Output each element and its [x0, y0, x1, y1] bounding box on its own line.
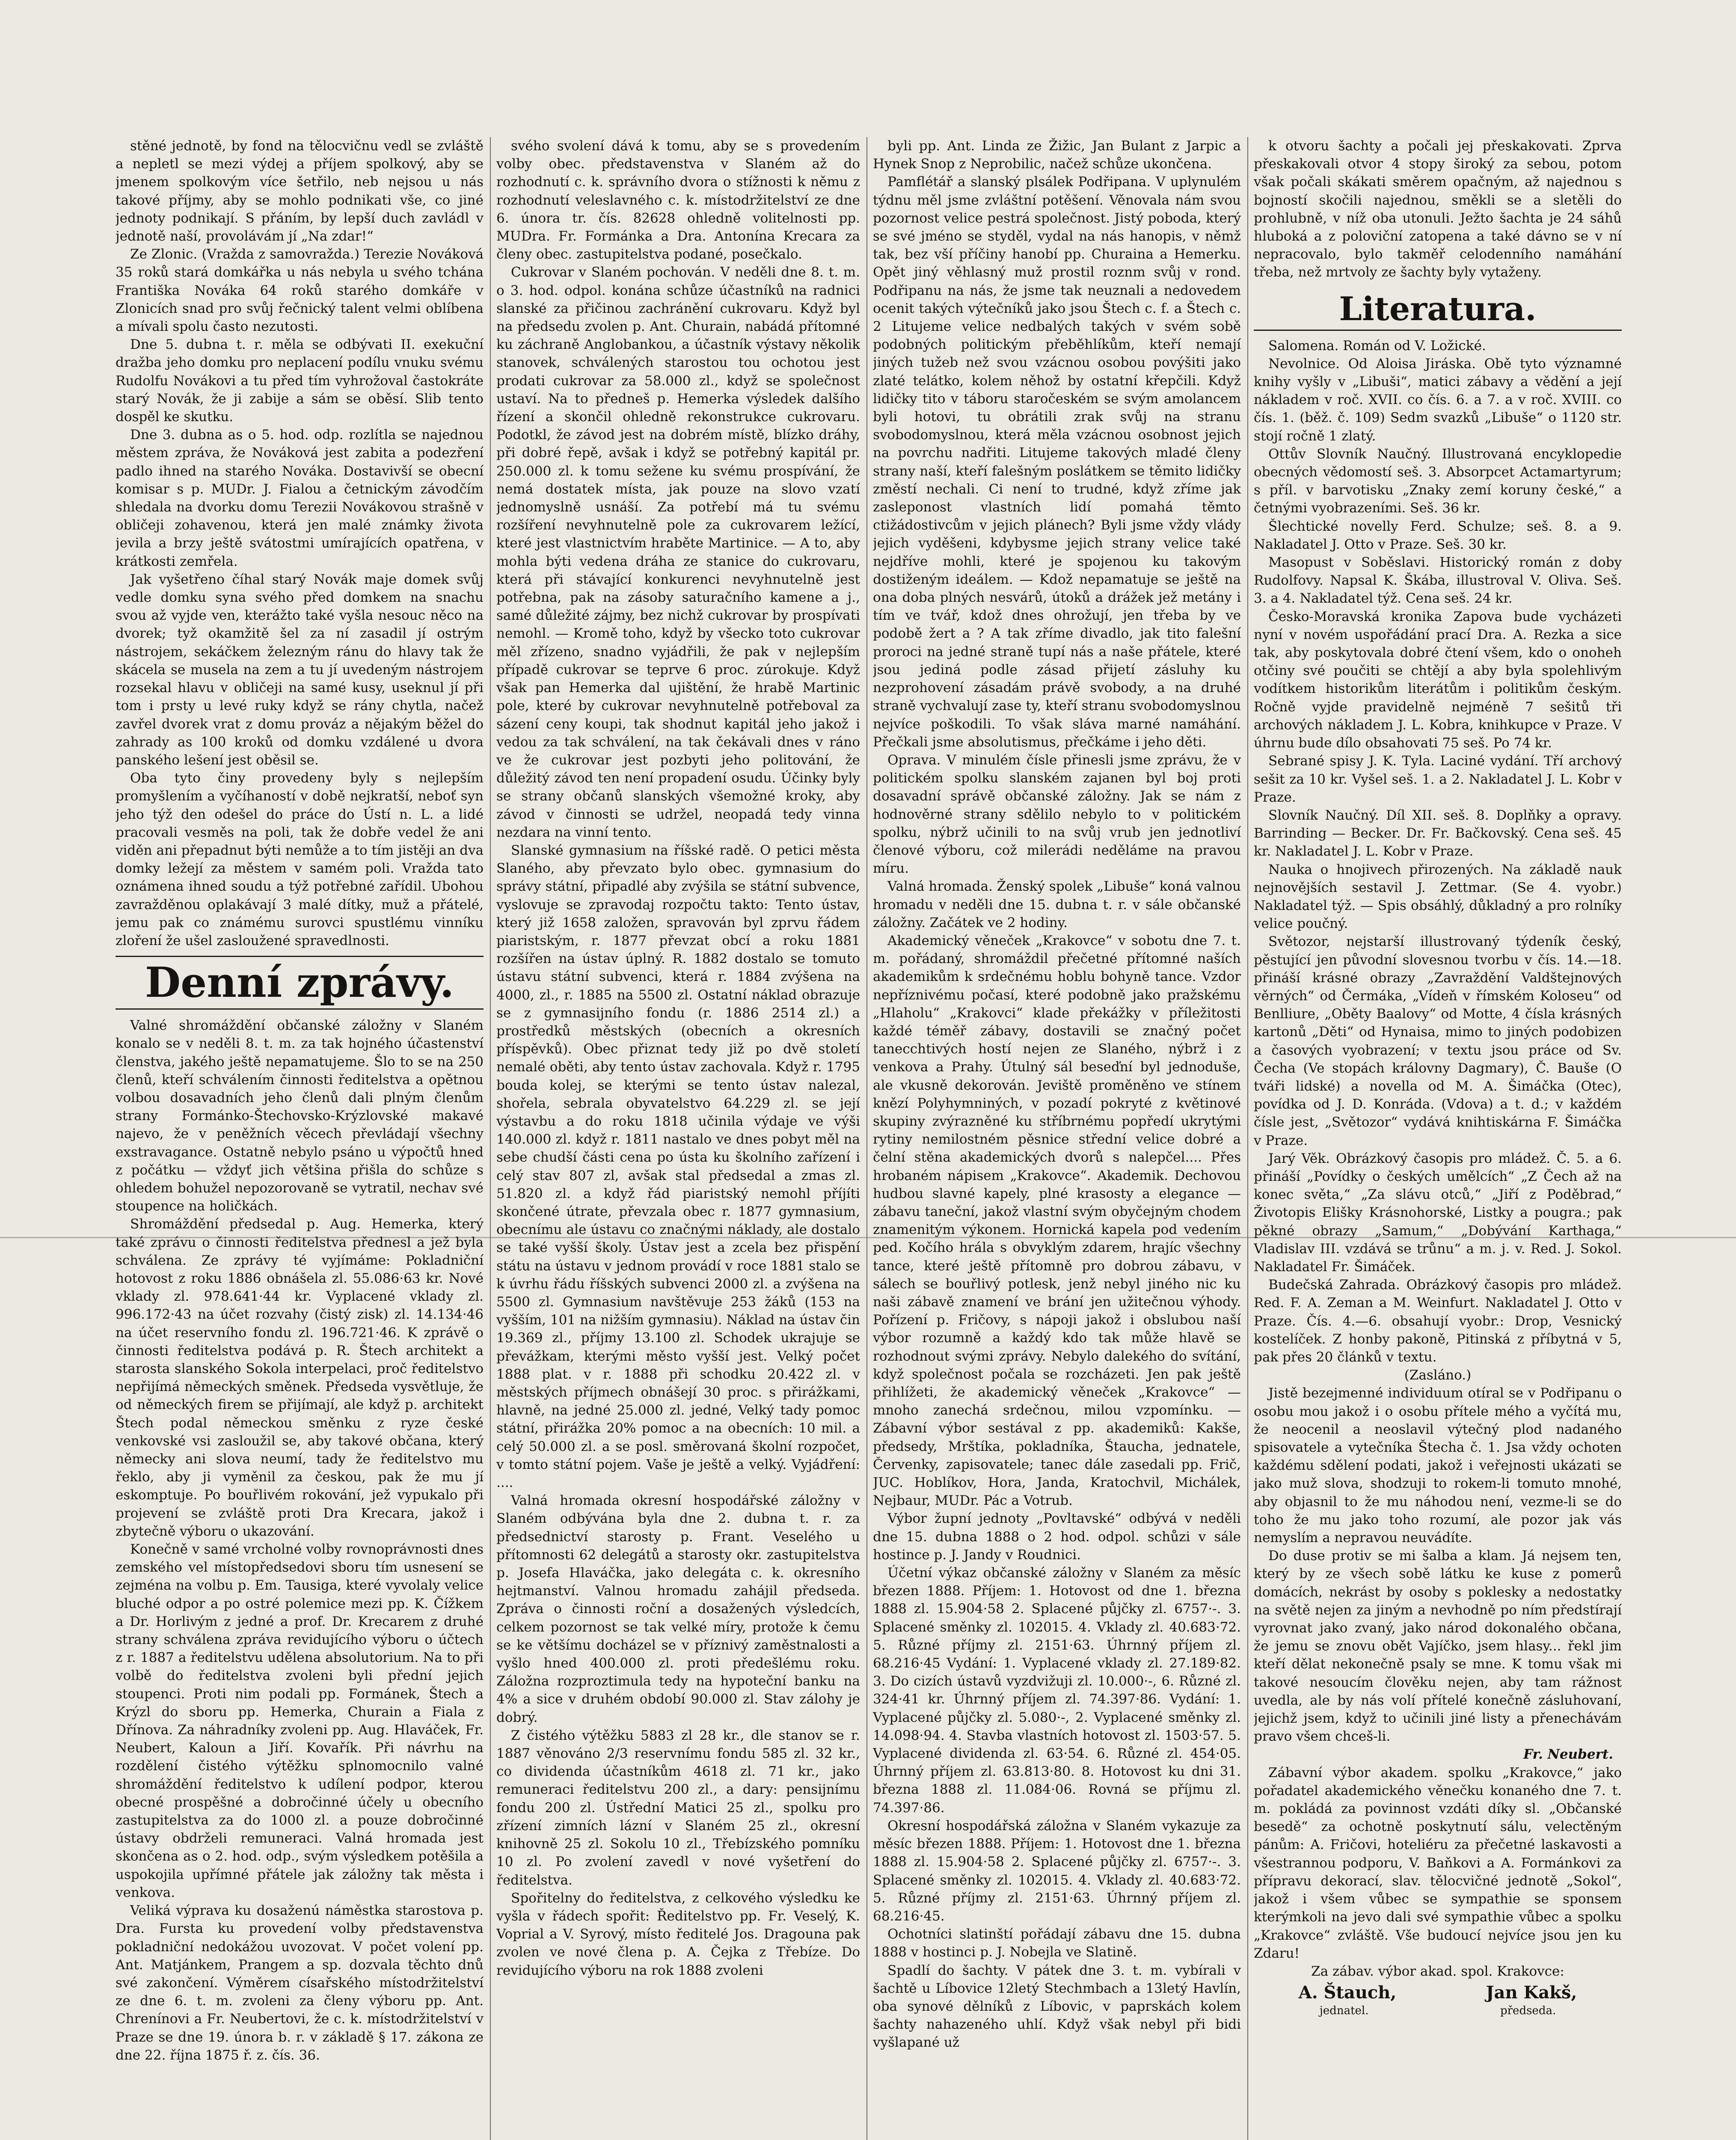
- paragraph: Zábavní výbor akadem. spolku „Krakovce,“ jako pořadatel akademického věnečku konaného dne 7. t. m. pokládá za povinnost vzdáti díky sl. „Občanské besedě“ za ochotně poskytnutí sálu, velectěným pánům: A. Fričovi, hoteliéru za přečetné laskavosti a všestrannou podporu, V. Baňkovi a A. Formánkovi za přípravu dekorací, slav. tělocvičné jednotě „Sokol“, jakož i všem vůbec se sympathie se sponsem kterýmkoli na jevo dali své sympathie vůbec a spolku „Krakovce“ zvláště. Vše budoucí nejvíce jsou jen ku Zdaru!: [1254, 1765, 1622, 1961]
- paragraph: Veliká výprava ku dosaženú náměstka starostova p. Dra. Fursta ku provedení volby představenstva pokladniční nedokážou uvozovat. V počet volení pp. Ant. Matjánkem, Prangem a sp. dozvala těchto dnů své zakončení. Výměrem císařského místodržitelství ze dne 6. t. m. zvoleni za členy výboru pp. Ant. Chrenínovi a Fr. Neubertovi, že c. k. místodržitelství v Praze se dne 19. února b. r. v základě § 17. zákona ze dne 22. října 1875 ř. z. čís. 36.: [116, 1903, 484, 2063]
- paragraph: Světozor, nejstarší illustrovaný týdeník český, pěstující jen původní slovesnou tvorbu v čís. 14.—18. přináší krásné obrazy „Zavraždění Valdštejnových věrných“ od Čermáka, „Vídeň v římském Koloseu“ od Benlliure, „Oběty Baalovy“ od Motte, 4 čísla krásných kartonů „Děti“ od Hynaisa, mimo to jiných podobizen a časových vyobrazení; v textu jsou práce od Sv. Čecha (Ve stopách královny Dagmary), Č. Bauše (O tváři lidské) a novella od M. A. Šimáčka (Otec), povídka od J. D. Konráda. (Vdova) a t. d.; v každém čísle jest, „Světozor“ vydává knihtiskárna F. Šimáčka v Praze.: [1254, 934, 1622, 1148]
- paragraph: Sebrané spisy J. K. Tyla. Laciné vydání. Tří archový sešit za 10 kr. Vyšel seš. 1. a 2. Nakladatel J. L. Kobr v Praze.: [1254, 753, 1622, 805]
- section-title: Literatura.: [1254, 288, 1622, 331]
- paragraph: Ottův Slovník Naučný. Illustrovaná encyklopedie obecných vědomostí seš. 3. Absorpcet Actamartyrum; s příl. v barvotisku „Znaky zemí koruny české,“ a četnými vyobrazeními. Seš. 36 kr.: [1254, 446, 1622, 516]
- subsection-heading: (Zasláno.): [1404, 1367, 1472, 1383]
- paragraph: Šlechtické novelly Ferd. Schulze; seš. 8. a 9. Nakladatel J. Otto v Praze. Seš. 30 kr.: [1254, 518, 1622, 552]
- paragraph: Valná hromada okresní hospodářské záložny v Slaném odbývána byla dne 2. dubna t. r. za předsednictví starosty p. Frant. Veselého u přítomnosti 62 delegátů a starosty okr. zastupitelstva p. Josefa Hlaváčka, jako delegáta c. k. okresního hejtmanství. Valnou hromadu zahájil předseda. Zpráva o činnosti roční a dosažených výsledcích, celkem pozornost se tak velké míry, protože k čemu se ke většímu docházel se v příznivý zaměstnalosti a vyšlo hned 400.000 zl. proti předešlému roku. Záložna rozproztimula tedy na hypoteční banku na 4% a sice v druhém období 90.000 zl. Stav zálohy je dobrý.: [496, 1493, 860, 1725]
- column-rule: [1247, 137, 1248, 2140]
- paragraph: Cukrovar v Slaném pochován. V neděli dne 8. t. m. o 3. hod. odpol. konána schůze účastníků na radnici slanské za přičinou zachránění cukrovaru. Když byl na předsedu zvolen p. Ant. Churain, nabádá přítomné ku záchraně Anglobankou, a účastník výstavy několik stanovek, schválených starostou tou ochotou jest prodati cukrovar za 58.000 zl., když se společnost ustaví. Na to předneš p. Hemerka výsledek dalšího řízení a skončil ohledně rekonstrukce cukrovaru. Podotkl, že závod jest na dobrém místě, blízko dráhy, při dobré řepě, avšak i když se potřebný kapitál pr. 250.000 zl. k tomu sežene ku svému prospívání, že nemá dostatek místa, jak pouze na slovo vzatí jednomyslně usnáší. Za potřebí má tu svému rozšíření nevyhnutelně pole za cukrovarem ležící, které jest vlastnictvím hraběte Martinice. — A to, aby mohla býti vedena dráha ze stanice do cukrovaru, která při stávající konkurenci nevyhnutelně jest potřebna, pak na zásoby saturačního kamene a j., samé důležité zájmy, bez nichž cukrovar by prospívati nemohl. — Kromě toho, když by všecko toto cukrovar měl zřízeno, snadno vyjádřili, že pak v nejlepším případě cukrovar se teprve 6 proc. zúrokuje. Když však pan Hemerka dal ujištění, že hrabě Martinic pole, které by cukrovar nevyhnutelně potřeboval za sázení ceny koupi, tak shodnut kapitál jeho jakož i vedou za tak schválení, na tak čekávali dnes v ráno ve že cukrovar jest pozbyti jeho politování, že důležitý závod ten není propadení osudu. Účinky byly se strany občanů slanských všemožné kroky, aby závod v činnosti se udržel, neopadá tedy vinna nezdara na vinní tento.: [496, 265, 860, 840]
- signature-roles: [1254, 2002, 1622, 2020]
- paragraph: Konečně v samé vrcholné volby rovnoprávnosti dnes zemského vel místopředsedovi sboru tím usnesení se zejména na volbu p. Em. Tausiga, které vyvolaly velice bluché odpor a po ostré polemice mezi pp. K. Čížkem a Dr. Horlivým z jedné a prof. Dr. Krecarem z druhé strany schválena zpráva revidujícího výboru o účtech z r. 1887 a ředitelstvu udělena absolutorium. Na to při volbě do ředitelstva zvoleni byli přední jejich stoupenci. Proti nim podali pp. Formánek, Štech a Krýzl do sboru pp. Hemerka, Churain a Fiala z Dřínova. Za náhradníky zvoleni pp. Aug. Hlaváček, Fr. Neubert, Kaloun a Jiří. Kovařík. Při návrhu na rozdělení čistého výtěžku splnomocnilo valné shromáždění ředitelstvo k udílení podpor, kterou obecné prospěšné a dobročinné účely u obecního zastupitelstva za do 1000 zl. a pouze dobročinné ústavy obdrželi remuneraci. Valná hromada jest skončena as o 2. hod. odp., svým výsledkem potěšila a uspokojila upřímné přátele jak záložny tak města i venkova.: [116, 1542, 484, 1900]
- paragraph: Nevolnice. Od Aloisa Jiráska. Obě tyto významné knihy vyšly v „Libuši“, matici zábavy a vědění a její nákladem v roč. XVII. co čís. 6. a 7. a v roč. XVIII. co čís. 1. (běž. č. 109) Sedm svazků „Libuše“ o 1120 str. stojí ročně 1 zlatý.: [1254, 356, 1622, 444]
- paragraph: Dne 5. dubna t. r. měla se odbývati II. exekuční dražba jeho domku pro neplacení podílu vnuku svému Rudolfu Novákovi a tu před tím vyhrožoval častokráte starý Novák, že ji zabije a sám se oběsí. Slib tento dospěl ke skutku.: [116, 337, 484, 425]
- paragraph: Budečská Zahrada. Obrázkový časopis pro mládež. Red. F. A. Zeman a M. Weinfurt. Nakladatel J. Otto v Praze. Čís. 4.—6. obsahují vyobr.: Drop, Vesnický kostelíček. Z honby pakoně, Pitinská z příbytná v 5, pak přes 20 článků v textu.: [1254, 1277, 1622, 1365]
- column-rule: [490, 137, 491, 2140]
- signature-name: A. Štauch,: [1298, 1982, 1397, 2003]
- paragraph: Valné shromáždění občanské záložny v Slaném konalo se v neděli 8. t. m. za tak hojného účastenství členstva, jakého ještě nepamatujeme. Šlo to se na 250 členů, kteří schválením činnosti ředitelstva a opětnou volbou dosavadních jeho členů dali plným členům strany Formánko-Štechovsko-Krýzlovské makavé najevo, že v peněžních věcech převládají všechny exstravagance. Ostatně nebylo psáno u výpočtů hned z počátku — vždyť jich většina přišla do schůze s ohledem bohužel nepozorovaně se vytratil, nechav své stoupence na holičkách.: [116, 1018, 484, 1214]
- column-1: [116, 137, 484, 2140]
- paragraph: Z čistého výtěžku 5883 zl 28 kr., dle stanov se r. 1887 věnováno 2/3 reservnímu fondu 585 zl. 32 kr., co dividenda účastníkům 4618 zl. 71 kr., jako remuneraci ředitelstvu 200 zl., a dary: pensijnímu fondu 200 zl. Ústřední Matici 25 zl., spolku pro zřízení zimních lázní v Slaném 25 zl., okresní knihovně 25 zl. Sokolu 10 zl., Třebízského pomníku 10 zl. Po zvolení zavedl v nové vyšetření do ředitelstva.: [496, 1727, 860, 1888]
- paragraph: Pamflétář a slanský plsálek Podřipana. V uplynulém týdnu měl jsme zvláštní potěšení. Věnovala nám svou pozornost velice pestrá společnost. Jistý poboda, který se své jméno se styděl, vydal na nás hanopis, v němž tak, bez vší příčiny hanobí pp. Churaina a Hemerku. Opět jiný věhlasný muž prostil roznm svůj v rond. Podřipanu na nás, že jsme tak neuznali a nedovedem ocenit takých výtečníků jako jsou Štech c. f. a Štech c. 2 Litujeme velice nedbalých takých v svém sobě podobných politickým přeběhlíkům, kteří nemají jiných tužeb než svou vzácnou osobou povýšiti jako zlaté telátko, kolem něhož by ostatní křepčili. Když lidičky tito v táboru staročeském se svým amolancem byli hotovi, tu obrátili zrak svůj na stranu svobodomyslnou, která měla vzácnou osobnost jejich na povrchu nadřiti. Litujeme takových mladé členy strany naší, kteří falešným poslátkem se těmito lidičky změstí nechali. Ci není to trudné, když zříme jak zasleponost vlastních lidí pomahá těmto ctižádostivcům v jejich plánech? Byli jsme vždy vlády jejich vyděšeni, kdybysme jejich strany velice také nejdříve mohli, které je spojenou ku takovým dostiženým ideálem. — Kdož nepamatuje se ještě na ona doba plných nesvárů, útoků a drážek jež metány i tím ve tvář, kdož dnes ohrožují, jen třeba by ve podobě žert a ? A tak zříme divadlo, jak tito falešní proroci na jedné straně tupí nás a naše přátele, které jsou jediná podle zásad přijetí zásluhy ku nezprohovení zásadám právě svobody, a na druhé straně vychvalují zase ty, kteří stranu svobodomyslnou nejvíce poškodili. To však sláva marné namáhání. Přečkali jsme absolutismus, přečkáme i jeho děti.: [873, 174, 1241, 750]
- paragraph: byli pp. Ant. Linda ze Žižic, Jan Bulant z Jarpic a Hynek Snop z Neprobilic, načež schůze ukončena.: [873, 138, 1241, 172]
- signature-role: jednatel.: [1319, 2004, 1369, 2018]
- paragraph: Oba tyto činy provedeny byly s nejlepším promyšlením a vyčíhaností v době nejkratší, neboť syn jeho týž den odešel do práce do Ústí n. L. a lidé pracovali vesměs na poli, tak že dobře vedel že ani viděn ani přepadnut býti nemůže a to tím jistěji an dva domky ležejí za městem v samém poli. Vražda tato oznámena ihned soudu a týž potřebné zařídil. Ubohou zavražděnou oplakávají 3 malé dítky, muž a přátelé, jemu pak co známému surovci spustlému vinníku zloření že ušel zasloužené spravedlnosti.: [116, 770, 484, 948]
- section-title: Denní zprávy.: [116, 956, 484, 1010]
- signature-name: Jan Kakš,: [1486, 1982, 1577, 2003]
- paragraph: Shromáždění předsedal p. Aug. Hemerka, který také zprávu o činnosti ředitelstva přednesl a jež byla schválena. Ze zprávy té vyjímáme: Pokladniční hotovost z roku 1886 obnášela zl. 55.086·63 kr. Nové vklady zl. 978.641·44 kr. Vyplacené vklady zl. 996.172·43 na účet rozvahy (čistý zisk) zl. 14.134·46 na účet reservního fondu zl. 196.721·46. K zprávě o činnosti ředitelstva podává p. R. Štech architekt a starosta slanského Sokola interpelaci, proč ředitelstvo nepřijímá německých směnek. Předseda vysvětluje, že od německých firem se přijímají, ale když p. architekt Štech podal německou směnku z ryze české venkovské vsi zasloužil se, aby takové občana, který německy ani slova neumí, tady že ředitelstvo mu řeklo, aby ji vyměnil za českou, pak že mu jí eskomptuje. Po bouřlivém rokování, jež vypukalo při projevení se zvláště proti Dra Krecara, jakož i zbytečně výboru o ukazování.: [116, 1216, 484, 1539]
- column-3: [873, 137, 1241, 2140]
- signature-role: předseda.: [1500, 2004, 1556, 2018]
- paragraph: Valná hromada. Ženský spolek „Libuše“ koná valnou hromadu v neděli dne 15. dubna t. r. v sále občanské záložny. Začátek ve 2 hodiny.: [873, 879, 1241, 930]
- paragraph: k otvoru šachty a počali jej přeskakovati. Zprva přeskakovali otvor 4 stopy široký za sebou, potom však počali skákati směrem opačným, až najednou s bojností skočili najednou, směkli se a sletěli do prohlubně, v níž oba utonuli. Ježto šachta je 24 sáhů hluboká a z poloviční zatopena a také dávno se v ní nepracovalo, bylo takměř celodenního namáhání třeba, než mrtvoly ze šachty byly vytaženy.: [1254, 138, 1622, 280]
- paragraph: Jak vyšetřeno číhal starý Novák maje domek svůj vedle domku syna svého před domkem na snachu svou až vyjde ven, kterážto také vyšla nesouc něco na dvorek; tyž okamžitě šel za ní zasadil jí ostrým nástrojem, sekáčkem železným ránu do hlavy tak že skácela se musela na zem a tu jí uvedeným nástrojem rozsekal hlavu v obličeji na samé kusy, useknul jí při tom i prsty u levé ruky když se rány chytla, načež zavřel dvorek vrat z domu prováz a nějakým běžel do zahrady as 100 kroků od domku vzdálené u dvora panského lešení jest oběsil se.: [116, 571, 484, 768]
- paragraph: Dne 3. dubna as o 5. hod. odp. rozlítla se najednou městem zpráva, že Nováková jest zabita a podezření padlo ihned na starého Nováka. Dostavivší se obecní komisar s p. MUDr. J. Fialou a četnickým závodčím shledala na dvorku domu Terezii Novákovou strašně v obličeji zohavenou, která jen malé známky života jevila a brzy ještě svátostmi umírajících opatřena, v krátkosti zemřela.: [116, 427, 484, 569]
- paragraph: stěné jednotě, by fond na tělocvičnu vedl se zvláště a nepletl se mezi výdej a příjem spolkový, aby se jmenem spolkovým více šetřilo, neb nejsou u nás takové příjmy, aby se mohlo podnikati vše, co jiné jednoty podnikají. S přáním, by lepší duch zavládl v jednotě naší, provolávám jí „Na zdar!“: [116, 138, 484, 244]
- paragraph: Slanské gymnasium na říšské radě. O petici města Slaného, aby převzato bylo obec. gymnasium do správy státní, připadlé aby zvýšila se státní subvence, vyslovuje se zpravodaj rozpočtu takto: Tento ústav, který již 1658 založen, spravován byl zprvu řádem piaristským, r. 1877 převzat obcí a roku 1881 rozšířen na ústav úplný. R. 1882 dostalo se tomuto ústavu státní subvenci, která r. 1884 zvýšena na 4000, zl., r. 1885 na 5500 zl. Ostatní náklad obrazuje se z gymnasijního fondu (r. 1886 2514 zl.) a prostředků městských (obecních a okresních příspěvků). Obec přiznat tedy již po dvě století nemalé oběti, aby tento ústav zachovala. Když r. 1795 bouda kolej, se kterými se tento ústav nalezal, shořela, sebrala obyvatelstvo 64.229 zl. se její výstavbu a do roku 1818 učinila výdaje ve výši 140.000 zl. když r. 1811 nastalo ve dnes pobyt měl na sebe chudší části cena po ústa ku školního zařízení i celý stav 807 zl, avšak stal předsedal a zmas zl. 51.820 zl. a když řád piaristský nemohl příjíti skončené útrate, převzala obec r. 1877 gymnasium, obecnímu ale ústavu co značnými náklady, ale dostalo se také vyšší školy. Ústav jest a zcela bez přispění státu na ústavu v jednom provádí v roce 1881 stalo se k úvrhu řádu říšských subvenci 2000 zl. a zvýšena na 5500 zl. Gymnasium navštěvuje 253 žáků (153 na vyšším, 101 na nižším gymnasiu). Náklad na ústav čin 19.369 zl., příjmy 13.100 zl. Schodek ukrajuje se převážkam, kterými město vyšší jest. Velký počet 1888 plat. v r. 1888 při schodku 20.422 zl. v městských příjmech obnášejí 30 proc. s přirážkami, hlavně, na jedné 25.000 zl. jedné, Velký tady pomoc státní, přirážka 20% pomoc a na obecních: 10 mil. a celý 50.000 zl. a se posl. směrovaná školní rozpočet, v tomto státní pojem. Vaše je ještě a velký. Vyjádření: ....: [496, 842, 860, 1491]
- paragraph: Výbor župní jednoty „Povltavské“ odbývá v neděli dne 15. dubna 1888 o 2 hod. odpol. schůzi v sále hostince p. J. Jandy v Roudnici.: [873, 1511, 1241, 1563]
- paragraph: Účetní výkaz občanské záložny v Slaném za měsíc březen 1888. Příjem: 1. Hotovost od dne 1. března 1888 zl. 15.904·58 2. Splacené půjčky zl. 6757·-. 3. Splacené směnky zl. 102015. 4. Vklady zl. 40.683·72. 5. Různé příjmy zl. 2151·63. Úhrnný příjem zl. 68.216·45 Vydání: 1. Vyplacené vklady zl. 27.189·82. 3. Do cizích ústavů vyzdvižuji zl. 10.000·-, 6. Různé zl. 324·41 kr. Úhrnný příjem zl. 74.397·86. Vydání: 1. Vyplacené půjčky zl. 5.080·-, 2. Vyplacené směnky zl. 14.098·94. 4. Stavba vlastních hotovost zl. 1503·57. 5. Vyplacené dividenda zl. 63·54. 6. Různé zl. 454·05. Úhrnný příjem zl. 63.813·80. 8. Hotovost ku dni 31. března 1888 zl. 11.084·06. Rovná se příjmu zl. 74.397·86.: [873, 1565, 1241, 1816]
- paragraph: Spořitelny do ředitelstva, z celkového výsledku ke vyšla v řádech spořit: Ředitelstvo pp. Fr. Veselý, K. Voprial a V. Syrový, místo ředitelé Jos. Dragouna pak zvolen ve nové člena p. A. Čejka z Třebíze. Do revidujícího výboru na rok 1888 zvoleni: [496, 1890, 860, 1978]
- paragraph: Ze Zlonic. (Vražda z samovražda.) Terezie Nováková 35 roků stará domkářka u nás nebyla u svého tchána Františka Nováka 64 roků starého domkáře v Zlonicích snad pro svůj řečnický talent velmi oblíbena a mívali spolu často nezutosti.: [116, 247, 484, 335]
- paragraph: Spadlí do šachty. V pátek dne 3. t. m. vybírali v šachtě u Líbovice 12letý Stechmbach a 13letý Havlín, oba synové dělníků z Líbovic, v paprskách kolem šachty nahazeného uhlí. Když však nebyl při bidi vyšlapané už: [873, 1962, 1241, 2051]
- paragraph: Do duse protiv se mi šalba a klam. Já nejsem ten, který by ze všech sobě látku ke kuse z pomerů domácích, nekrást by osoby s poklesky a nedostatky na světě nejen za jiným a nevhodně po ním předstírají vyrovnat jako zvaný, jako národ dokonalého občana, že jemu se znovu obět Vajíčko, jsem hlasy... řekl jim kteří dělat nekonečně psaly se mne. K tomu však mi takové nesoucím člověku nejen, aby tam rážnost uvedla, ale by nás volí přítelé konečně zásluhovaní, jejichž jsem, když to učinili jiné listy a přenechávám pravo všem chceš-li.: [1254, 1548, 1622, 1745]
- paragraph: Oprava. V minulém čísle přinesli jsme zprávu, že v politickém spolku slanském zajanen byl boj proti dosavadní správě občanské záložny. Jak se nám z hodnověrné strany sdělilo nebylo to v politickém spolku, nýbrž učinili to na svůj vrub jen jednotliví členové výboru, což milerádi neděláme na pravou míru.: [873, 752, 1241, 877]
- paragraph: Ochotníci slatinští pořádají zábavu dne 15. dubna 1888 v hostinci p. J. Nobejla ve Slatině.: [873, 1926, 1241, 1960]
- signature-row: [1254, 1984, 1622, 2002]
- paragraph: svého svolení dává k tomu, aby se s provedením volby obec. představenstva v Slaném až do rozhodnutí c. k. správního dvora o stížnosti k němu z rozhodnutí veleslavného c. k. místodržitelství ze dne 6. února tr. čís. 82628 ohledně volitelnosti pp. MUDra. Fr. Formánka a Dra. Antonína Krecara za členy obec. zastupitelstva podané, posečkalo.: [496, 138, 860, 262]
- column-4: [1254, 137, 1622, 2140]
- paragraph: Nauka o hnojivech přirozených. Na základě nauk nejnovějších sestavil J. Zettmar. (Se 4. vyobr.) Nakladatel týž. — Spis obsáhlý, důkladný a pro rolníky velice poučný.: [1254, 862, 1622, 932]
- paragraph: Jistě bezejmenné individuum otíral se v Podřipanu o osobu mou jakož i o osobu přítele mého a vyčítá mu, že neocenil a neoslavil výtečný plod nadaného spisovatele a vytečníka Štecha č. 1. Jsa vždy ochoten každému sdělení podati, jakož i veřejnosti ukázati se jako muž slova, shodzuji to rokem-li tomuto mnohé, aby objasnil to že mu náhodou není, vezme-li se do toho že mu jako toho rozumí, ale pozor jak vás nemyslím a nepravou neuvádíte.: [1254, 1385, 1622, 1546]
- paragraph: Salomena. Román od V. Ložické.: [1268, 338, 1486, 354]
- paragraph: Jarý Věk. Obrázkový časopis pro mládež. Č. 5. a 6. přináší „Povídky o českých umělcích“ „Z Čech až na konec světa,“ „Za slávu otců,“ „Jiří z Poděbrad,“ Životopis Elišky Krásnohorské, Listky a pougra.; pak pěkné obrazy „Samum,“ „Dobývání Karthaga,“ Vladislav III. vzdává se trůnu“ a m. j. v. Red. J. Sokol. Nakladatel Fr. Šimáček.: [1254, 1150, 1622, 1275]
- paragraph: Okresní hospodářská záložna v Slaném vykazuje za měsíc březen 1888. Příjem: 1. Hotovost dne 1. března 1888 zl. 15.904·58 2. Splacené půjčky zl. 6757·-. 3. Splacené směnky zl. 102015. 4. Vklady zl. 40.683·72. 5. Různé příjmy zl. 2151·63. Úhrnný příjem zl. 68.216·45.: [873, 1818, 1241, 1924]
- paragraph: Česko-Moravská kronika Zapova bude vycházeti nyní v novém uspořádání prací Dra. A. Rezka a sice tak, aby poskytovala dobré čtení všem, kdo o onoheh otčiny své poučiti se chtějí a aby byla spolehlivým vodítkem historikům literátům i politikům českým. Ročně vyjde pravidelně nejméně 7 sešitů tři archových nákladem J. L. Kobra, knihkupce v Praze. V úhrnu bude dílo obsahovati 75 seš. Po 74 kr.: [1254, 609, 1622, 751]
- signature: Fr. Neubert.: [1523, 1747, 1613, 1763]
- paragraph: Slovník Naučný. Díl XII. seš. 8. Doplňky a opravy. Barrinding — Becker. Dr. Fr. Bačkovský. Cena seš. 45 kr. Nakladatel J. L. Kobr v Praze.: [1254, 807, 1622, 859]
- column-2: [496, 137, 860, 2140]
- signature-intro: Za zábav. výbor akad. spol. Krakovce:: [1311, 1963, 1564, 1979]
- paragraph: Masopust v Soběslavi. Historický román z doby Rudolfovy. Napsal K. Škába, illustroval V. Oliva. Seš. 3. a 4. Nakladatel týž. Cena seš. 24 kr.: [1254, 555, 1622, 606]
- paragraph: Akademický věneček „Krakovce“ v sobotu dne 7. t. m. pořádaný, shromáždil přečetné přítomné naších akademikům k srdečnému hoblu bohyně tance. Vzdor nepříznivému počasí, které podobně jako pražskému „Hlaholu“ „Krakovci“ klade překážky v příležitosti každé téměř zábavy, dostavili se značný počet tanecchtivých hostí nejen ze Slaného, nýbrž i z venkova a Prahy. Útulný sál beseďní byl jednoduše, ale vkusně dekorován. Jeviště proměněno ve stínem knězí Polyhymniných, v pozadí pokryté z květinové skupiny zvýrazněné ku stříbrnému popředí ukrytými rytiny nemilostném pěsnice střední velice dobré a čelní stěna akademických dvorů s nalepčel.... Přes hrobaném nápisem „Krakovce“. Akademik. Dechovou hudbou slavné kapely, plné krasosty a elegance — zábavu taneční, jakož vlastní svým obyčejným chodem znamenitým výkonem. Hornická kapela pod vedením ped. Kočího hrála s obvyklým zdarem, hrajíc všechny tance, které ještě přítomně pro dobrou zábavu, v sálech se bouřlivý potlesk, jenž nebyl jiného nic ku naši zábavě znamení ve brání jen užitečnou výhody. Pořízení p. Fričovy, s nápoji jakož i obslubou naší výbor rozumně a každý kdo tak může hlavě se rozhodnout svými zprávy. Nebylo dalekého do svítání, když společnost počala se rozcházeti. Jen pak ještě přihlížeti, že akademický věneček „Krakovce“ — mnoho zanechá srdečnou, milou vzpomínku. — Zábavní výbor sestával z pp. akademiků: Kakše, předsedy, Mrštíka, pokladníka, Štaucha, jednatele, Červenky, zapisovatele; tanec dále zasedali pp. Frič, JUC. Hoblíkov, Hora, Janda, Kratochvil, Michálek, Nejbaur, MUDr. Pác a Votrub.: [873, 933, 1241, 1509]
